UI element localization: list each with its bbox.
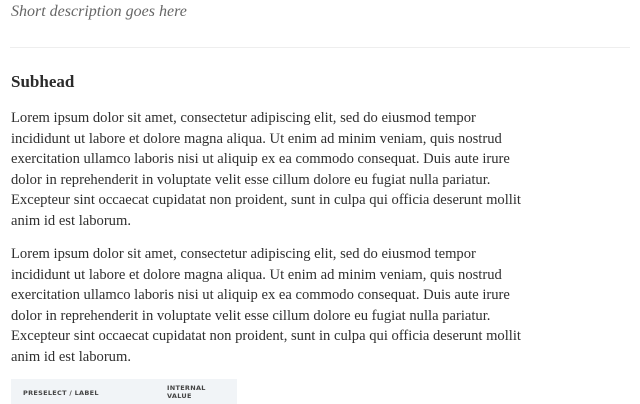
body-paragraph-1: Lorem ipsum dolor sit amet, consectetur adipiscing elit, sed do eiusmod tempor incididunt ut labore et dolore magna aliqua. Ut enim ad minim veniam, quis nostrud exercitation ullamco laboris nisi ut aliquip ex ea commodo consequat. Duis aute irure dolor in reprehenderit in voluptate velit esse cillum dolore eu fugiat nulla pariatur. Excepteur sint occaecat cupidatat non proident, sunt in culpa qui officia deserunt mollit anim id est laborum. — [11, 110, 521, 229]
table-header-row — [11, 379, 237, 404]
subhead: Subhead — [11, 72, 75, 91]
column-header-internal-value: INTERNAL VALUE — [167, 384, 206, 400]
body-paragraph-2: Lorem ipsum dolor sit amet, consectetur adipiscing elit, sed do eiusmod tempor incididunt ut labore et dolore magna aliqua. Ut enim ad minim veniam, quis nostrud exercitation ullamco laboris nisi ut aliquip ex ea commodo consequat. Duis aute irure dolor in reprehenderit in voluptate velit esse cillum dolore eu fugiat nulla pariatur. Excepteur sint occaecat cupidatat non proident, sunt in culpa qui officia deserunt mollit anim id est laborum. — [11, 246, 521, 365]
divider — [10, 47, 630, 48]
column-header-preselect-label: PRESELECT / LABEL — [23, 389, 99, 397]
short-description: Short description goes here — [11, 3, 187, 20]
